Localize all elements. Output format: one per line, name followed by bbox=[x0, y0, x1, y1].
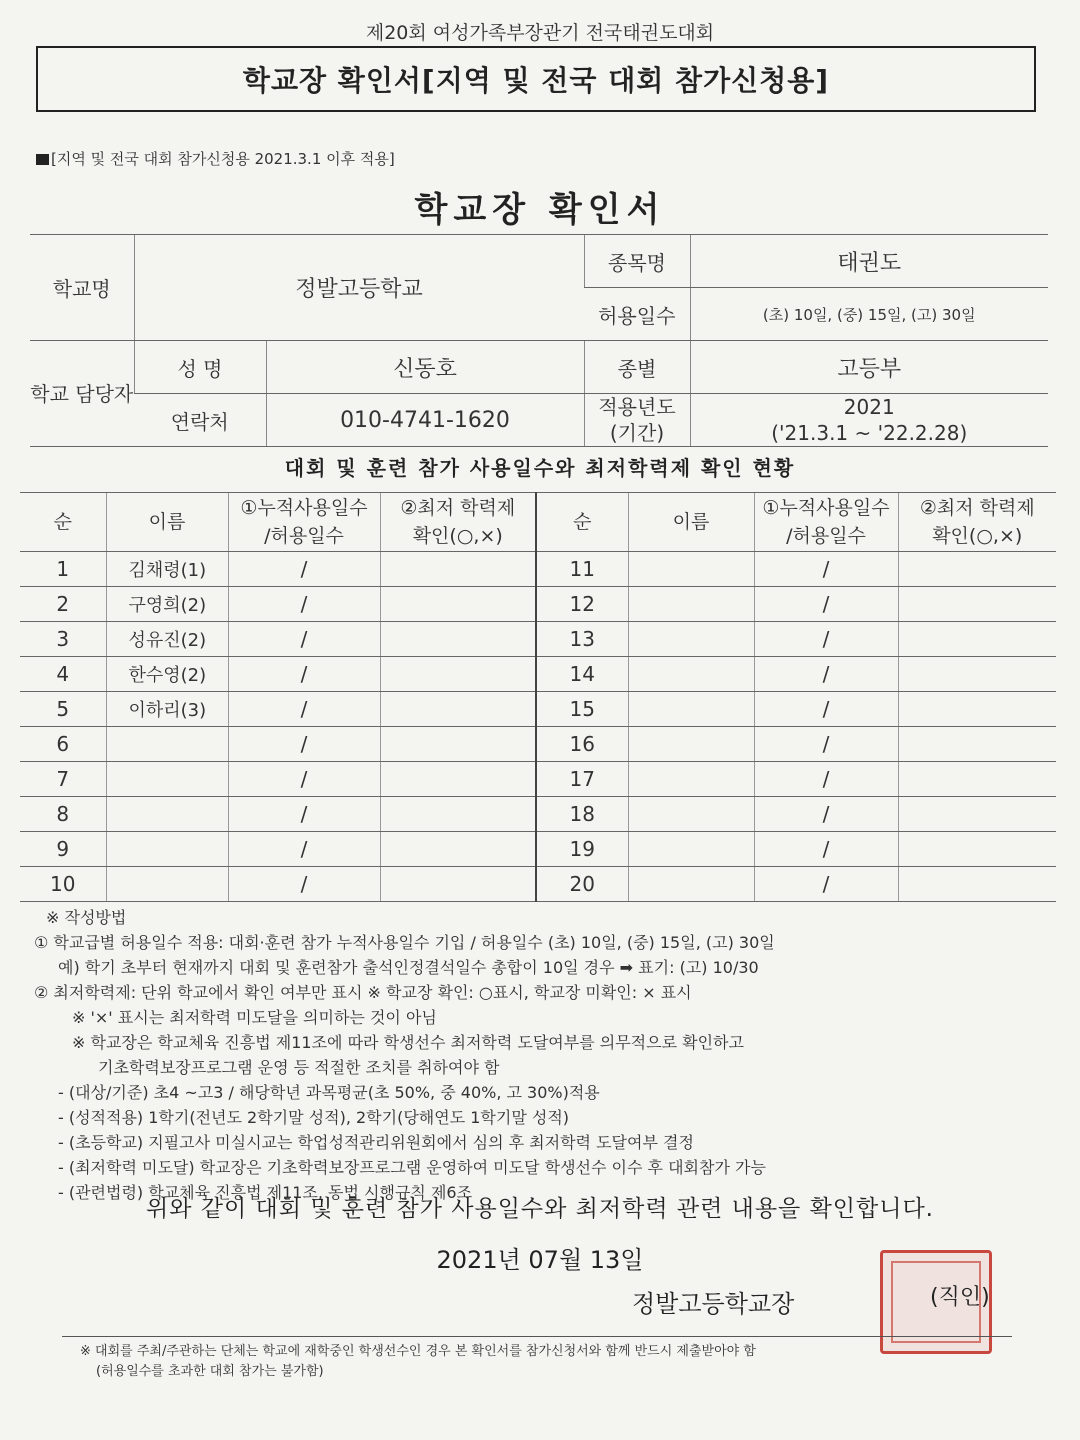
row-name-left bbox=[106, 867, 228, 902]
row-no-right: 20 bbox=[536, 867, 628, 902]
header-check-line2: 확인(○,×) bbox=[412, 525, 503, 547]
row-check-right bbox=[898, 727, 1056, 762]
confirmation-statement: 위와 같이 대회 및 훈련 참가 사용일수와 최저학력 관련 내용을 확인합니다. bbox=[146, 1196, 934, 1222]
section-title: 대회 및 훈련 참가 사용일수와 최저학력제 확인 현황 bbox=[284, 456, 796, 480]
header-check-right bbox=[898, 493, 1056, 552]
table-row bbox=[20, 832, 1056, 867]
row-name-left bbox=[106, 762, 228, 797]
row-name-right bbox=[628, 727, 754, 762]
event-value: 태권도 bbox=[690, 235, 1048, 288]
row-no-right: 12 bbox=[536, 587, 628, 622]
year-label bbox=[584, 394, 690, 447]
row-name-right bbox=[628, 832, 754, 867]
row-name-left bbox=[106, 832, 228, 867]
apply-note bbox=[36, 148, 395, 169]
row-check-right bbox=[898, 797, 1056, 832]
header-days-line1: ①누적사용일수 bbox=[762, 497, 890, 519]
row-name-left: 한수영(2) bbox=[106, 657, 228, 692]
instruction-line: - (관련법령) 학교체육 진흥법 제11조, 동법 시행규칙 제6조 bbox=[58, 1183, 473, 1202]
header-days-line2: /허용일수 bbox=[786, 525, 866, 547]
row-check-right bbox=[898, 692, 1056, 727]
document-title: 학교장 확인서 bbox=[414, 190, 666, 230]
row-days-right: / bbox=[754, 727, 898, 762]
table-row bbox=[20, 797, 1056, 832]
row-name-left: 성유진(2) bbox=[106, 622, 228, 657]
event-label: 종목명 bbox=[584, 235, 690, 288]
header-check-line2: 확인(○,×) bbox=[932, 525, 1023, 547]
table-row bbox=[20, 657, 1056, 692]
header-days-line2: /허용일수 bbox=[264, 525, 344, 547]
table-row bbox=[20, 587, 1056, 622]
row-check-right bbox=[898, 622, 1056, 657]
row-check-left bbox=[380, 867, 536, 902]
row-no-left: 10 bbox=[20, 867, 106, 902]
row-no-left: 5 bbox=[20, 692, 106, 727]
row-name-left: 이하리(3) bbox=[106, 692, 228, 727]
row-no-right: 11 bbox=[536, 552, 628, 587]
row-days-left: / bbox=[228, 762, 380, 797]
instruction-line: - (최저학력 미도달) 학교장은 기초학력보장프로그램 운영하여 미도달 학생선수 이수 후 대회참가 가능 bbox=[58, 1158, 766, 1177]
instruction-line: 기초학력보장프로그램 운영 등 적절한 조치를 취하여야 함 bbox=[98, 1058, 500, 1077]
footnote-line2: (허용일수를 초과한 대회 참가는 불가함) bbox=[96, 1364, 324, 1379]
row-no-left: 1 bbox=[20, 552, 106, 587]
division-label: 종별 bbox=[584, 341, 690, 394]
table-row bbox=[20, 762, 1056, 797]
year-value: 2021 bbox=[843, 395, 895, 419]
table-row bbox=[20, 727, 1056, 762]
row-days-left: / bbox=[228, 727, 380, 762]
school-name: 정발고등학교 bbox=[134, 235, 584, 341]
name-value: 신동호 bbox=[266, 341, 584, 394]
header-name-right: 이름 bbox=[628, 493, 754, 552]
name-label: 성 명 bbox=[134, 341, 266, 394]
row-days-right: / bbox=[754, 762, 898, 797]
allowed-days-label: 허용일수 bbox=[584, 288, 690, 341]
row-days-left: / bbox=[228, 797, 380, 832]
footnote-line1: ※ 대회를 주최/주관하는 단체는 학교에 재학중인 학생선수인 경우 본 확인서를 참가신청서와 함께 반드시 제출받아야 함 bbox=[80, 1344, 756, 1359]
row-no-right: 16 bbox=[536, 727, 628, 762]
footnote-divider bbox=[62, 1336, 1012, 1337]
header-no-right: 순 bbox=[536, 493, 628, 552]
header-days-left bbox=[228, 493, 380, 552]
row-days-right: / bbox=[754, 587, 898, 622]
athlete-table bbox=[20, 492, 1056, 902]
principal-title: 정발고등학교장 bbox=[632, 1290, 795, 1318]
table-row bbox=[20, 867, 1056, 902]
table-row bbox=[20, 552, 1056, 587]
row-no-left: 9 bbox=[20, 832, 106, 867]
header-days-line1: ①누적사용일수 bbox=[240, 497, 368, 519]
header-days-right bbox=[754, 493, 898, 552]
row-check-left bbox=[380, 552, 536, 587]
year-value-cell bbox=[690, 394, 1048, 447]
instruction-line: ※ '×' 표시는 최저학력 미도달을 의미하는 것이 아님 bbox=[72, 1008, 437, 1027]
row-name-left: 구영희(2) bbox=[106, 587, 228, 622]
contact-value: 010-4741-1620 bbox=[266, 394, 584, 447]
instruction-line: - (대상/기준) 초4 ~고3 / 해당학년 과목평균(초 50%, 중 40%, 고 30%)적용 bbox=[58, 1083, 600, 1102]
row-no-right: 18 bbox=[536, 797, 628, 832]
row-check-right bbox=[898, 762, 1056, 797]
footnote bbox=[80, 1342, 1000, 1382]
row-check-left bbox=[380, 727, 536, 762]
seal-label: (직인) bbox=[930, 1285, 990, 1310]
row-name-right bbox=[628, 552, 754, 587]
row-days-right: / bbox=[754, 622, 898, 657]
apply-note-text: [지역 및 전국 대회 참가신청용 2021.3.1 이후 적용] bbox=[51, 150, 395, 168]
row-check-right bbox=[898, 587, 1056, 622]
contact-label: 연락처 bbox=[134, 394, 266, 447]
row-days-left: / bbox=[228, 692, 380, 727]
instructions-title: ※ 작성방법 bbox=[46, 908, 127, 927]
row-no-right: 19 bbox=[536, 832, 628, 867]
school-info-table bbox=[30, 234, 1048, 447]
table-row bbox=[20, 692, 1056, 727]
row-days-right: / bbox=[754, 797, 898, 832]
issue-date: 2021년 07월 13일 bbox=[436, 1246, 644, 1274]
instruction-line: ① 학교급별 허용일수 적용: 대회·훈련 참가 누적사용일수 기입 / 허용일수 (초) 10일, (중) 15일, (고) 30일 bbox=[34, 933, 775, 952]
division-value: 고등부 bbox=[690, 341, 1048, 394]
row-name-right bbox=[628, 797, 754, 832]
row-check-left bbox=[380, 657, 536, 692]
row-days-left: / bbox=[228, 622, 380, 657]
square-bullet-icon bbox=[36, 154, 49, 165]
event-name: 제20회 여성가족부장관기 전국태권도대회 bbox=[365, 22, 715, 44]
row-check-left bbox=[380, 762, 536, 797]
row-days-right: / bbox=[754, 692, 898, 727]
row-days-right: / bbox=[754, 657, 898, 692]
row-check-left bbox=[380, 797, 536, 832]
row-no-right: 15 bbox=[536, 692, 628, 727]
row-name-right bbox=[628, 692, 754, 727]
instruction-line: ② 최저학력제: 단위 학교에서 확인 여부만 표시 ※ 학교장 확인: ○표시, 학교장 미확인: × 표시 bbox=[34, 983, 692, 1002]
row-days-left: / bbox=[228, 657, 380, 692]
row-no-right: 13 bbox=[536, 622, 628, 657]
header-check-left bbox=[380, 493, 536, 552]
row-check-left bbox=[380, 832, 536, 867]
instructions bbox=[34, 905, 1044, 1205]
row-no-left: 8 bbox=[20, 797, 106, 832]
manager-label: 학교 담당자 bbox=[30, 341, 134, 447]
row-days-right: / bbox=[754, 832, 898, 867]
row-no-left: 7 bbox=[20, 762, 106, 797]
table-header-row bbox=[20, 493, 1056, 552]
year-label-line1: 적용년도 bbox=[598, 395, 676, 419]
instruction-line: - (초등학교) 지필고사 미실시교는 학업성적관리위원회에서 심의 후 최저학력 도달여부 결정 bbox=[58, 1133, 694, 1152]
row-name-left: 김채령(1) bbox=[106, 552, 228, 587]
header-check-line1: ②최저 학력제 bbox=[400, 497, 516, 519]
row-name-right bbox=[628, 657, 754, 692]
instruction-line: ※ 학교장은 학교체육 진흥법 제11조에 따라 학생선수 최저학력 도달여부를 의무적으로 확인하고 bbox=[72, 1033, 744, 1052]
row-check-right bbox=[898, 657, 1056, 692]
row-days-left: / bbox=[228, 867, 380, 902]
row-no-left: 4 bbox=[20, 657, 106, 692]
period-value: ('21.3.1 ~ '22.2.28) bbox=[771, 421, 968, 445]
row-no-right: 14 bbox=[536, 657, 628, 692]
row-name-left bbox=[106, 727, 228, 762]
row-no-left: 3 bbox=[20, 622, 106, 657]
school-label: 학교명 bbox=[30, 235, 134, 341]
row-days-right: / bbox=[754, 867, 898, 902]
row-check-left bbox=[380, 587, 536, 622]
row-no-right: 17 bbox=[536, 762, 628, 797]
header-no-left: 순 bbox=[20, 493, 106, 552]
instruction-line: - (성적적용) 1학기(전년도 2학기말 성적), 2학기(당해연도 1학기말 성적) bbox=[58, 1108, 570, 1127]
row-check-right bbox=[898, 867, 1056, 902]
row-name-left bbox=[106, 797, 228, 832]
header-name-left: 이름 bbox=[106, 493, 228, 552]
row-check-left bbox=[380, 622, 536, 657]
box-title: 학교장 확인서[지역 및 전국 대회 참가신청용] bbox=[36, 46, 1036, 112]
row-days-left: / bbox=[228, 552, 380, 587]
table-row bbox=[20, 622, 1056, 657]
row-name-right bbox=[628, 622, 754, 657]
row-name-right bbox=[628, 762, 754, 797]
row-days-left: / bbox=[228, 587, 380, 622]
row-check-right bbox=[898, 832, 1056, 867]
row-days-left: / bbox=[228, 832, 380, 867]
row-name-right bbox=[628, 587, 754, 622]
row-days-right: / bbox=[754, 552, 898, 587]
year-label-line2: (기간) bbox=[609, 421, 665, 445]
header-check-line1: ②최저 학력제 bbox=[919, 497, 1035, 519]
row-no-left: 6 bbox=[20, 727, 106, 762]
instruction-line: 예) 학기 초부터 현재까지 대회 및 훈련참가 출석인정결석일수 총합이 10일 경우 ➡ 표기: (고) 10/30 bbox=[58, 958, 759, 977]
row-name-right bbox=[628, 867, 754, 902]
row-check-right bbox=[898, 552, 1056, 587]
allowed-days-value: (초) 10일, (중) 15일, (고) 30일 bbox=[690, 288, 1048, 341]
table-body bbox=[20, 552, 1056, 902]
row-check-left bbox=[380, 692, 536, 727]
row-no-left: 2 bbox=[20, 587, 106, 622]
